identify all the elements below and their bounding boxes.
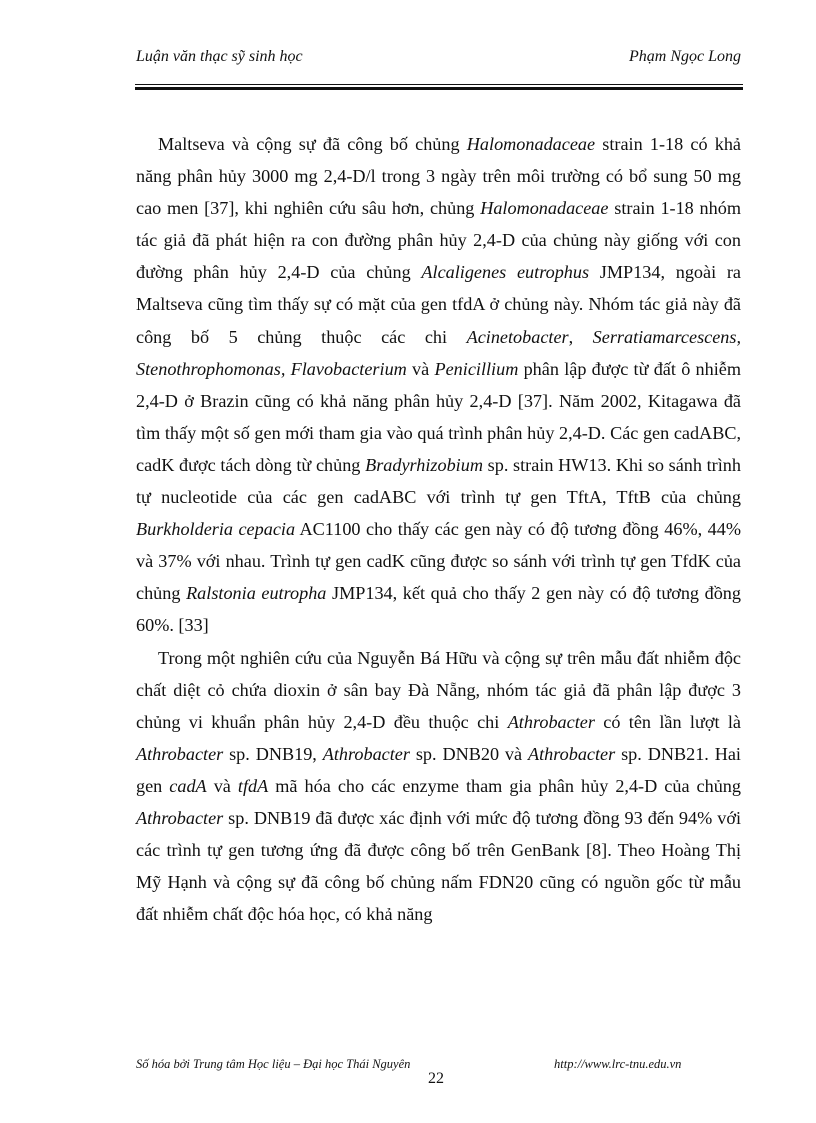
header-rule-thick [135,87,743,90]
italic-term: Penicillium [434,358,519,379]
paragraph-1: Maltseva và cộng sự đã công bố chủng Halomonadaceae strain 1-18 có khả năng phân hủy 3000 mg 2,4-D/l trong 3 ngày trên môi trường có bổ sung 50 mg cao men [37], khi nghiên cứu sâu hơn, chủng Halomonadaceae strain 1-18 nhóm tác giả đã phát hiện ra con đường phân hủy 2,4-D của chủng này giống với con đường phân hủy 2,4-D của chủng Alcaligenes eutrophus JMP134, ngoài ra Maltseva cũng tìm thấy sự có mặt của gen tfdA ở chủng này. Nhóm tác giả này đã công bố 5 chủng thuộc các chi Acinetobacter, Serratiamarcescens, Stenothrophomonas, Flavobacterium và Penicillium phân lập được từ đất ô nhiễm 2,4-D ở Brazin cũng có khả năng phân hủy 2,4-D [37]. Năm 2002, Kitagawa đã tìm thấy một số gen mới tham gia vào quá trình phân hủy 2,4-D. Các gen cadABC, cadK được tách dòng từ chủng Bradyrhizobium sp. strain HW13. Khi so sánh trình tự nucleotide của các gen cadABC với trình tự gen TftA, TftB của chủng Burkholderia cepacia AC1100 cho thấy các gen này có độ tương đồng 46%, 44% và 37% với nhau. Trình tự gen cadK cũng được so sánh với trình tự gen TfdK của chủng Ralstonia eutropha JMP134, kết quả cho thấy 2 gen này có độ tương đồng 60%. [33] [136,134,742,636]
italic-term: Burkholderia cepacia [136,519,296,540]
italic-term: Alcaligenes eutrophus [421,262,590,283]
italic-term: Halomonadaceae [480,198,609,219]
footer-digitization-note: Số hóa bởi Trung tâm Học liệu – Đại học Thái Nguyên [136,1057,411,1071]
body-text [136,128,741,930]
italic-term: Athrobacter [507,711,595,732]
italic-term: Bradyrhizobium [365,454,483,475]
italic-term: Acinetobacter [466,326,569,347]
page-header [136,48,741,68]
italic-term: Athrobacter [322,743,410,764]
header-thesis-title: Luận văn thạc sỹ sinh học [136,48,303,65]
italic-term: Athrobacter [527,743,616,764]
footer-url-link[interactable]: http://www.lrc-tnu.edu.vn [554,1057,682,1071]
header-author-name: Phạm Ngọc Long [629,48,741,65]
page-number: 22 [428,1070,444,1087]
italic-term: Ralstonia eutropha [186,583,327,604]
italic-term: Athrobacter [136,743,224,764]
paragraph-2: Trong một nghiên cứu của Nguyễn Bá Hữu và cộng sự trên mẫu đất nhiễm độc chất diệt cỏ chứa dioxin ở sân bay Đà Nẵng, nhóm tác giả đã phân lập được 3 chủng vi khuẩn phân hủy 2,4-D đều thuộc chi Athrobacter có tên lần lượt là Athrobacter sp. DNB19, Athrobacter sp. DNB20 và Athrobacter sp. DNB21. Hai gen cadA và tfdA mã hóa cho các enzyme tham gia phân hủy 2,4-D của chủng Athrobacter sp. DNB19 đã được xác định với mức độ tương đồng 93 đến 94% với các trình tự gen tương ứng đã được công bố trên GenBank [8]. Theo Hoàng Thị Mỹ Hạnh và cộng sự đã công bố chủng nấm FDN20 cũng có nguồn gốc từ mẫu đất nhiễm chất độc hóa học, có khả năng [136,647,741,925]
header-rule-thin [135,84,743,85]
italic-term: Athrobacter [136,807,224,828]
italic-term: tfdA [237,775,269,796]
italic-term: Serratiamarcescens, Stenothrophomonas, Flavobacterium [136,326,742,379]
italic-term: Halomonadaceae [466,134,596,154]
italic-term: cadA [169,775,207,796]
